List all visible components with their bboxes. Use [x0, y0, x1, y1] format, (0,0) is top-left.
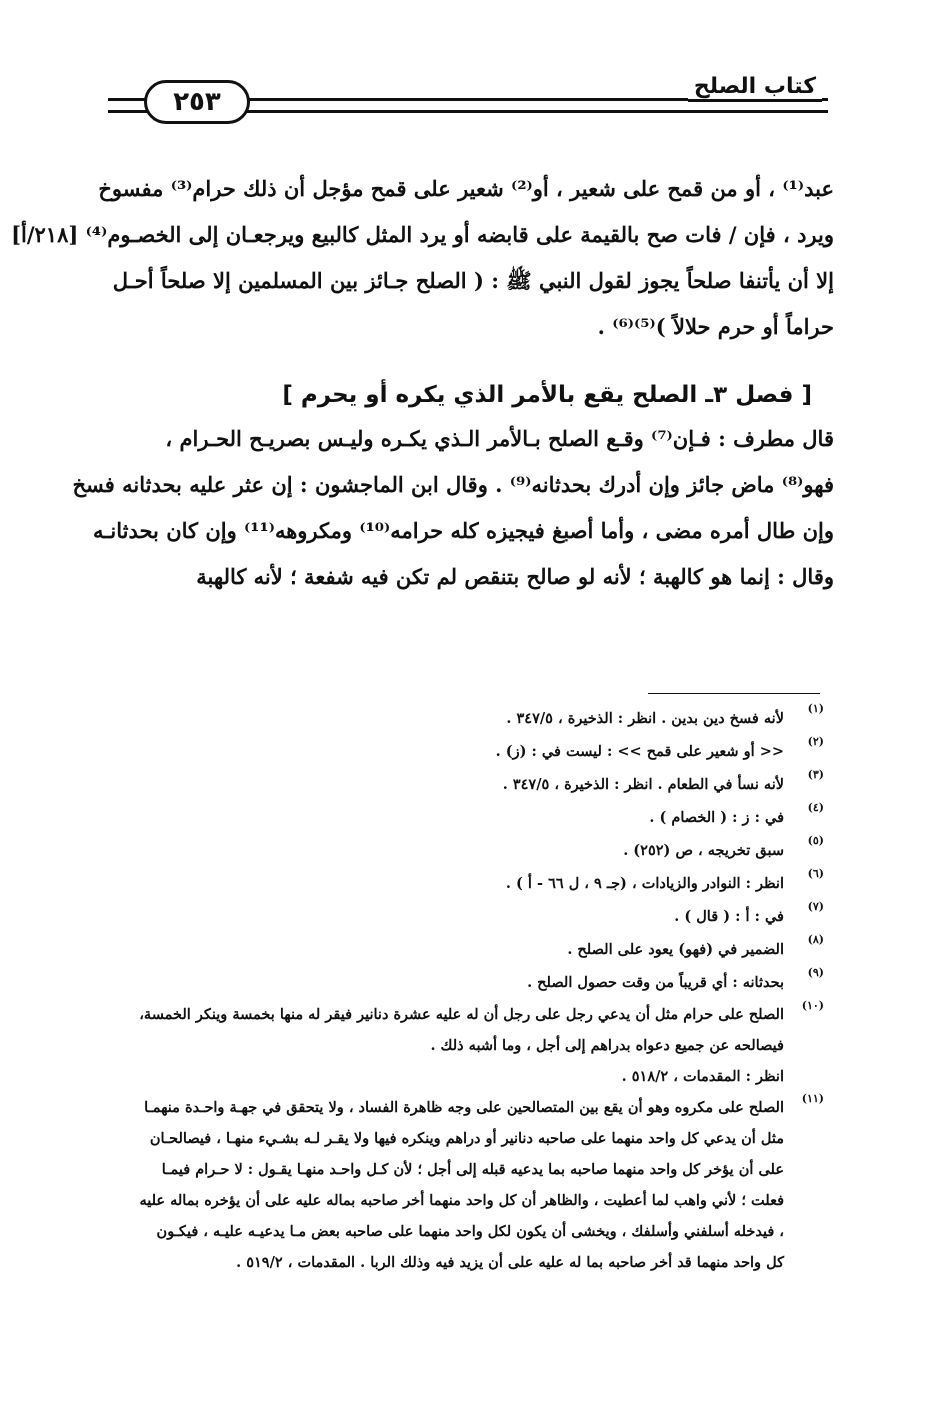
- text-line: قال مطرف : فـإن⁽⁷⁾ وقـع الصلح بـالأمر الـذي يكـره وليـس بصريـح الحـرام ،: [165, 426, 834, 451]
- text-line: عبد⁽¹⁾ ، أو من قمح على شعير ، أو⁽²⁾ شعير على قمح مؤجل أن ذلك حرام⁽³⁾ مفسوخ: [98, 176, 834, 201]
- footnote-number: (١٠): [801, 999, 824, 1012]
- footnote-text: الضمير في (فهو) يعود على الصلح .: [567, 941, 784, 958]
- footnote-text: في : ز : ( الخصام ) .: [649, 809, 784, 826]
- footnote-1: [102, 702, 824, 735]
- footnote-text: بحدثانه : أي قريباً من وقت حصول الصلح .: [527, 974, 784, 991]
- footnote-11: [102, 1092, 824, 1278]
- footnote-text: ، فيدخله أسلفني وأسلفك ، ويخشى أن يكون لكل واحد منهما على صاحبه بعض مـا يدعيـه عليـه ، فيكـون: [156, 1223, 784, 1240]
- footnotes: [102, 702, 824, 1278]
- footnote-7: [102, 900, 824, 933]
- page-number: ٢٥٣: [144, 80, 250, 124]
- footnote-text: على أن يؤخر كل واحد منهما صاحبه بما يدعيه قبله إلى أجل ؛ لأن كـل واحـد منهـا يقـول : لا حـرام فيمـا: [161, 1161, 784, 1178]
- footnote-number: (٣): [807, 768, 824, 781]
- footnote-text: فيصالحه عن جميع دعواه بدراهم إلى أجل ، وما أشبه ذلك .: [430, 1037, 784, 1054]
- footnote-text: مثل أن يدعي كل واحد منهما على صاحبه دنانير أو دراهم وينكره فيها ولا يقـر لـه بشـيء منهـا ، فيصالحـان: [149, 1130, 784, 1147]
- footnote-text: انظر : المقدمات ، ٥١٨/٢ .: [621, 1068, 784, 1085]
- footnote-6: [102, 867, 824, 900]
- footnote-2: [102, 735, 824, 768]
- footnote-text: << أو شعير على قمح >> : ليست في : (ز) .: [495, 743, 784, 760]
- text-line: فهو⁽⁸⁾ ماض جائز وإن أدرك بحدثانه⁽⁹⁾ . وقال ابن الماجشون : إن عثر عليه بحدثانه فسخ: [72, 472, 834, 497]
- text-line: إلا أن يأتنفا صلحاً يجوز لقول النبي ﷺ : ( الصلح جـائز بين المسلمين إلا صلحاً أحـل: [112, 268, 834, 293]
- footnote-separator: [648, 693, 820, 694]
- footnote-5: [102, 834, 824, 867]
- text-line: وقال : إنما هو كالهبة ؛ لأنه لو صالح بتنقص لم تكن فيه شفعة ؛ لأنه كالهبة: [196, 564, 834, 589]
- running-title: كتاب الصلح: [688, 74, 822, 102]
- page-header: [108, 76, 828, 126]
- footnote-text: الصلح على حرام مثل أن يدعي رجل على رجل أن له عليه عشرة دنانير فيقر له منها بخمسة وينكر الخمسة،: [139, 1006, 784, 1023]
- footnote-number: (١): [807, 702, 824, 715]
- footnote-10: [102, 999, 824, 1092]
- footnote-text: لأنه فسخ دين بدين . انظر : الذخيرة ، ٣٤٧/٥ .: [506, 710, 784, 727]
- paragraph-2: [72, 416, 834, 600]
- footnote-number: (٥): [807, 834, 824, 847]
- footnote-number: (١١): [801, 1092, 824, 1105]
- footnote-number: (٤): [807, 801, 824, 814]
- footnote-text: لأنه نسأ في الطعام . انظر : الذخيرة ، ٣٤٧/٥ .: [502, 776, 784, 793]
- footnote-8: [102, 933, 824, 966]
- footnote-number: (٧): [807, 900, 824, 913]
- footnote-text: الصلح على مكروه وهو أن يقع بين المتصالحين على وجه ظاهرة الفساد ، ولا يتحقق في جهـة واحـدة منهمـا: [144, 1099, 784, 1116]
- footnote-number: (٢): [807, 735, 824, 748]
- footnote-text: انظر : النوادر والزيادات ، (جـ ٩ ، ل ٦٦ - أ ) .: [505, 875, 784, 892]
- text-line: وإن طال أمره مضى ، وأما أصبغ فيجيزه كله حرامه⁽¹⁰⁾ ومكروهه⁽¹¹⁾ وإن كان بحدثانـه: [92, 518, 834, 543]
- text-line: ويرد ، فإن / فات صح بالقيمة على قابضه أو يرد المثل كالبيع ويرجعـان إلى الخصـوم⁽⁴⁾ [٢١٨/أ]: [11, 222, 834, 247]
- footnote-text: فعلت ؛ لأني واهب لما أعطيت ، والظاهر أن كل واحد منهما أخر صاحبه بماله عليه على أن يؤخره بماله عليه: [139, 1192, 784, 1209]
- footnote-text: كل واحد منهما قد أخر صاحبه بما له عليه على أن يزيد فيه وذلك الربا . المقدمات ، ٥١٩/٢ .: [236, 1254, 784, 1271]
- footnote-9: [102, 966, 824, 999]
- section-heading: [ فصل ٣ـ الصلح يقع بالأمر الذي يكره أو يحرم ]: [282, 382, 812, 408]
- footnote-number: (٨): [807, 933, 824, 946]
- footnote-4: [102, 801, 824, 834]
- footnote-number: (٩): [807, 966, 824, 979]
- text-line: حراماً أو حرم حلالاً )⁽⁵⁾⁽⁶⁾ .: [597, 314, 834, 339]
- footnote-text: في : أ : ( قال ) .: [674, 908, 784, 925]
- footnote-3: [102, 768, 824, 801]
- footnote-text: سبق تخريجه ، ص (٢٥٢) .: [623, 842, 784, 859]
- paragraph-1: [11, 166, 834, 350]
- footnote-number: (٦): [807, 867, 824, 880]
